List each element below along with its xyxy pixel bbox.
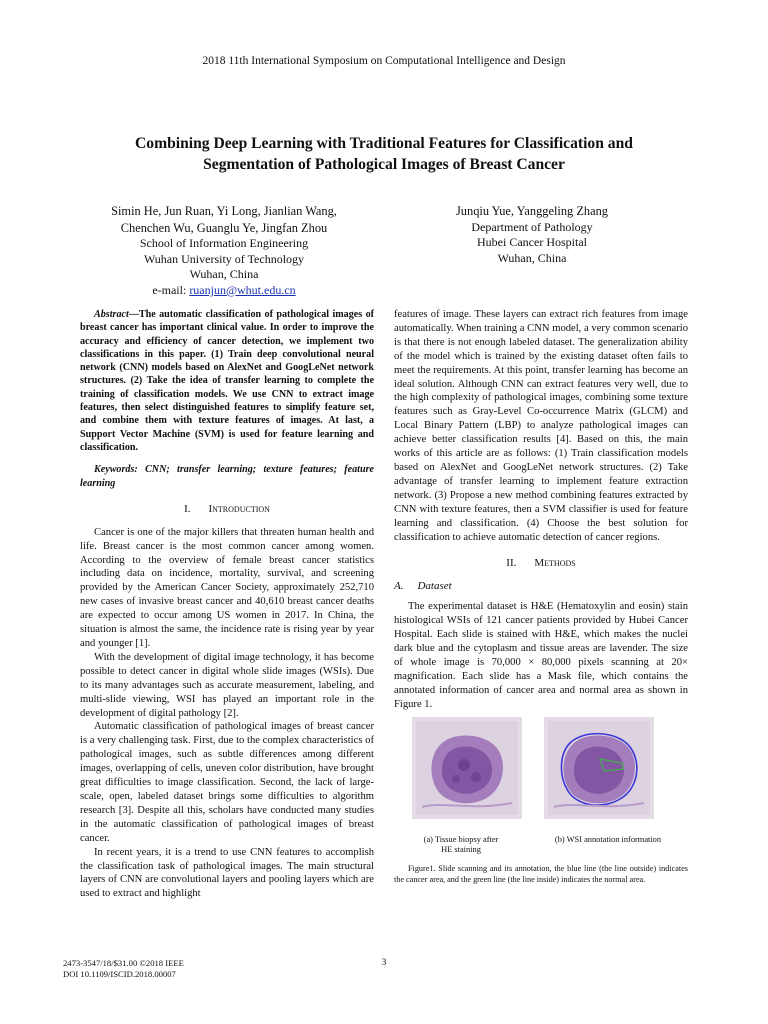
title-line-2: Segmentation of Pathological Images of Breast Cancer xyxy=(203,156,565,173)
keywords-text: CNN; transfer learning; texture features; feature learning xyxy=(80,464,374,489)
intro-paragraph-3: Automatic classification of pathological images of breast cancer is a very challenging task. First, due to the complex characteristics of pathological images, such as subtle differences among different images, overlapping of cells, uneven color distribution, have brought great difficulties to image classification. Second, the lack of large-scale, open, labeled dataset brings some difficulties to algorithm research [3]. Despite all this, scholars have conducted many studies in the automatic classification of pathological images of breast cancer. xyxy=(80,721,374,844)
subsection-a-number: A. xyxy=(394,580,404,593)
footer-doi: DOI 10.1109/ISCID.2018.00007 xyxy=(63,968,176,979)
tissue-biopsy-image xyxy=(412,717,522,819)
section-2-title: Methods xyxy=(534,557,576,570)
right-column xyxy=(394,308,688,885)
fig-a-caption xyxy=(406,835,516,855)
affiliation-dept: School of Information Engineering xyxy=(139,236,309,250)
dataset-paragraph: The experimental dataset is H&E (Hematoxylin and eosin) stain histological WSIs of 121 cancer patients provided by Hubei Cancer Hospital. Each slide is stained with H&E, which makes the nuclei dark blue and the cytoplasm and tissue areas are lavender. The size of whole image is 70,000 × 80,000 pixels scanning at 20× magnification. Each slide has a Mask file, which contains the annotated information of cancer area and normal area as shown in Figure 1. xyxy=(394,601,688,710)
intro-paragraph-4: In recent years, it is a trend to use CNN features to accomplish the classification task of pathological images. The main structural layers of CNN are convolutional layers and pooling layers which are used to extract and highlight xyxy=(80,846,374,900)
fig-a-caption-line-2: HE staining xyxy=(441,845,481,855)
figure-1-images xyxy=(394,717,688,835)
page-number: 3 xyxy=(381,958,387,968)
left-column xyxy=(80,308,374,901)
conference-header: 2018 11th International Symposium on Computational Intelligence and Design xyxy=(202,55,566,67)
email-line xyxy=(86,283,362,299)
wsi-annotation-image xyxy=(544,717,654,819)
section-1-heading xyxy=(80,503,374,517)
subsection-a-heading xyxy=(394,580,688,594)
paper-title xyxy=(80,133,688,175)
right-affiliation-city: Wuhan, China xyxy=(497,250,567,265)
abstract xyxy=(80,308,374,454)
email-link[interactable]: ruanjun@whut.edu.cn xyxy=(189,282,296,297)
affiliation-university: Wuhan University of Technology xyxy=(143,251,305,266)
keywords xyxy=(80,463,374,490)
section-2-heading xyxy=(394,557,688,571)
title-line-1: Combining Deep Learning with Traditional Features for Classification and xyxy=(135,135,633,152)
abstract-label: Abstract xyxy=(94,309,129,320)
author-names-line-2: Chenchen Wu, Guanglu Ye, Jingfan Zhou xyxy=(120,220,328,235)
author-names-line-1: Simin He, Jun Ruan, Yi Long, Jianlian Wang, xyxy=(111,204,337,218)
section-2-number: II. xyxy=(506,557,517,570)
figure-1-caption: Figure1. Slide scanning and its annotation, the blue line (the line outside) indicates the cancer area, and the green line (the line inside) indicates the normal area. xyxy=(394,864,688,885)
section-1-number: I. xyxy=(184,502,191,515)
right-paragraph-1: features of image. These layers can extract rich features from image automatically. When training a CNN model, a very common scenario is that there is not enough labeled dataset. The generalization ability of the model which is trained by the existing dataset often fails to meet the requirements. At this point, transfer learning has become an ideal solution. Although CNN can extract features very well, due to the high complexity of pathological images, combining some texture features such as Gray-Level Co-occurrence Matrix (GLCM) and Local Binary Pattern (LBP) to analyze pathological images can achieve better classification results [4]. Based on this, the main works of this article are as follows: (1) Train classification models based on AlexNet and GoogLeNet network structures. (2) Take advantage of transfer learning to implement feature extraction network. (3) Propose a new method combining features extracted by CNN with texture features, then a SVM classifier is used for feature learning and classification. (4) Choose the best solution for classification to achieve automatic detection of cancer regions. xyxy=(394,309,688,543)
abstract-text: —The automatic classification of pathological images of breast cancer has important clinical value. In order to improve the accuracy and efficiency of cancer detection, we implement two classifications in this paper. (1) Train deep convolutional neural network (CNN) models based on AlexNet and GoogLeNet network structures. (2) Take the idea of transfer learning to complete the training of classification models. We use CNN to extract image features, then select distinguished features to simplify feature set, and combine them with texture features of images. At last, a Support Vector Machine (SVM) is used for feature learning and classification. xyxy=(80,309,374,453)
intro-paragraph-1: Cancer is one of the major killers that threaten human health and life. Breast cancer is the most common cancer among women. According to the overview of female breast cancer statistics including data on incidence, mortality, survival, and screening provided by the American Cancer Society, approximately 252,710 new cases of invasive breast cancer and 40,610 breast cancer deaths are expected to occur among US women in 2017. In China, the situation is almost the same, the incidence rate is rising year by year and younger [1]. xyxy=(80,526,374,650)
fig-b-caption: (b) WSI annotation information xyxy=(554,835,662,845)
right-author-names: Junqiu Yue, Yanggeling Zhang xyxy=(455,204,608,218)
right-affiliation-block xyxy=(420,203,644,266)
keywords-label: Keywords: xyxy=(94,464,146,476)
figure-1-subcaptions xyxy=(394,835,688,861)
email-label: e-mail: xyxy=(152,282,190,297)
fig-a-caption-line-1: (a) Tissue biopsy after xyxy=(423,835,499,845)
section-1-title: Introduction xyxy=(208,502,270,515)
subsection-a-title: Dataset xyxy=(417,580,452,593)
right-affiliation-hospital: Hubei Cancer Hospital xyxy=(477,235,587,250)
right-affiliation-dept: Department of Pathology xyxy=(471,219,593,234)
left-affiliation-block xyxy=(86,203,362,298)
affiliation-city: Wuhan, China xyxy=(189,267,259,282)
footer-issn: 2473-3547/18/$31.00 ©2018 IEEE xyxy=(63,958,184,968)
intro-paragraph-2: With the development of digital image technology, it has become possible to detect cancer in digital whole slide images (WSIs). Due to its many advantages such as accurate measurement, labeling, and multi-slide viewing, WSI has played an important role in the development of digital pathology [2]. xyxy=(80,651,374,719)
